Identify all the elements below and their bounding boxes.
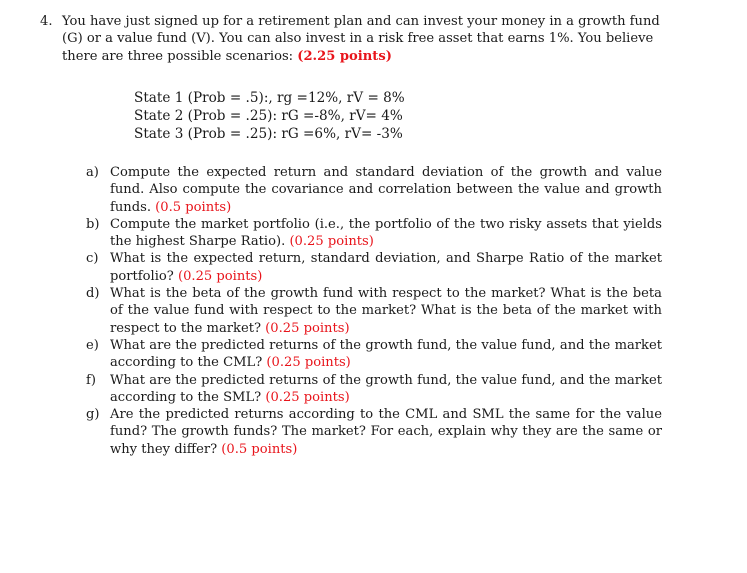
- sub-question-f: [86, 372, 662, 407]
- sub-question-c: [86, 250, 662, 285]
- sub-question-points: (0.25 points): [266, 355, 351, 371]
- sub-question-points: (0.25 points): [265, 389, 350, 405]
- sub-question-label: d): [86, 286, 100, 302]
- sub-question-list: [86, 164, 662, 458]
- sub-question-text: Are the predicted returns according to the CML and SML the same for the value fund? The growth funds? The market? For each, explain why they are the same or why they differ?: [110, 407, 662, 457]
- sub-question-points: (0.5 points): [155, 199, 232, 215]
- sub-question-b: [86, 216, 662, 251]
- question-points: (2.25 points): [297, 48, 392, 64]
- sub-question-text: What is the beta of the growth fund with respect to the market? What is the beta of the value fund with respect to the market? What is the beta of the market with respect to the market?: [110, 286, 662, 336]
- sub-question-text: What is the expected return, standard deviation, and Sharpe Ratio of the market portfolio?: [110, 251, 662, 284]
- sub-question-text: Compute the expected return and standard deviation of the growth and value fund. Also compute the covariance and correlation between the value and growth funds.: [110, 165, 662, 215]
- sub-question-text: What are the predicted returns of the growth fund, the value fund, and the market according to the CML?: [110, 337, 662, 371]
- sub-question-label: b): [86, 216, 100, 232]
- scenario-list: [134, 90, 454, 143]
- scenario-3: State 3 (Prob = .25): rG =6%, rV= -3%: [134, 125, 403, 142]
- question-text: [62, 13, 662, 65]
- sub-question-points: (0.25 points): [265, 320, 350, 336]
- sub-question-g: [86, 406, 662, 458]
- sub-question-label: a): [86, 165, 99, 180]
- sub-question-label: f): [86, 372, 96, 388]
- question-body: You have just signed up for a retirement plan and can invest your money in a growth fund (G) or a value fund (V). You can also invest in a risk free asset that earns 1%. You believe there are three possible scenarios:: [62, 14, 660, 64]
- sub-question-d: [86, 285, 662, 337]
- sub-question-text: What are the predicted returns of the growth fund, the value fund, and the market according to the SML?: [110, 372, 662, 405]
- question-number: 4.: [40, 14, 53, 29]
- sub-question-label: g): [86, 407, 100, 423]
- scenario-2: State 2 (Prob = .25): rG =-8%, rV= 4%: [134, 107, 403, 124]
- sub-question-points: (0.25 points): [289, 234, 374, 250]
- scenario-1: State 1 (Prob = .5):, rg =12%, rV = 8%: [134, 90, 405, 106]
- sub-question-text: Compute the market portfolio (i.e., the portfolio of the two risky assets that yields the highest Sharpe Ratio).: [110, 216, 662, 250]
- sub-question-label: e): [86, 337, 99, 353]
- sub-question-a: [86, 164, 662, 216]
- sub-question-points: (0.25 points): [177, 268, 263, 284]
- sub-question-e: [86, 337, 662, 372]
- sub-question-label: c): [86, 251, 99, 267]
- sub-question-points: (0.5 points): [221, 441, 298, 457]
